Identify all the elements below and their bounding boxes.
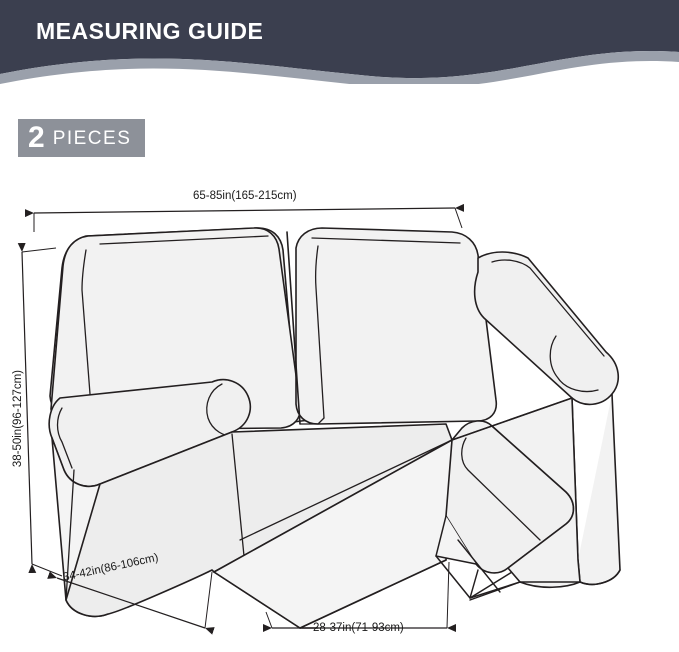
pieces-count: 2 (28, 121, 45, 154)
pieces-label: PIECES (52, 127, 132, 149)
dimension-label-seat: 28-37in(71-93cm) (313, 622, 404, 634)
dimension-label-width: 65-85in(165-215cm) (193, 190, 297, 202)
dimension-label-height (8, 370, 28, 471)
dimension-label-height-text: 38-50in(96-127cm) (12, 370, 24, 468)
dimension-label-depth: 34-42in(86-106cm) (62, 551, 160, 584)
page-title: MEASURING GUIDE (36, 18, 264, 44)
pieces-badge (18, 119, 145, 157)
